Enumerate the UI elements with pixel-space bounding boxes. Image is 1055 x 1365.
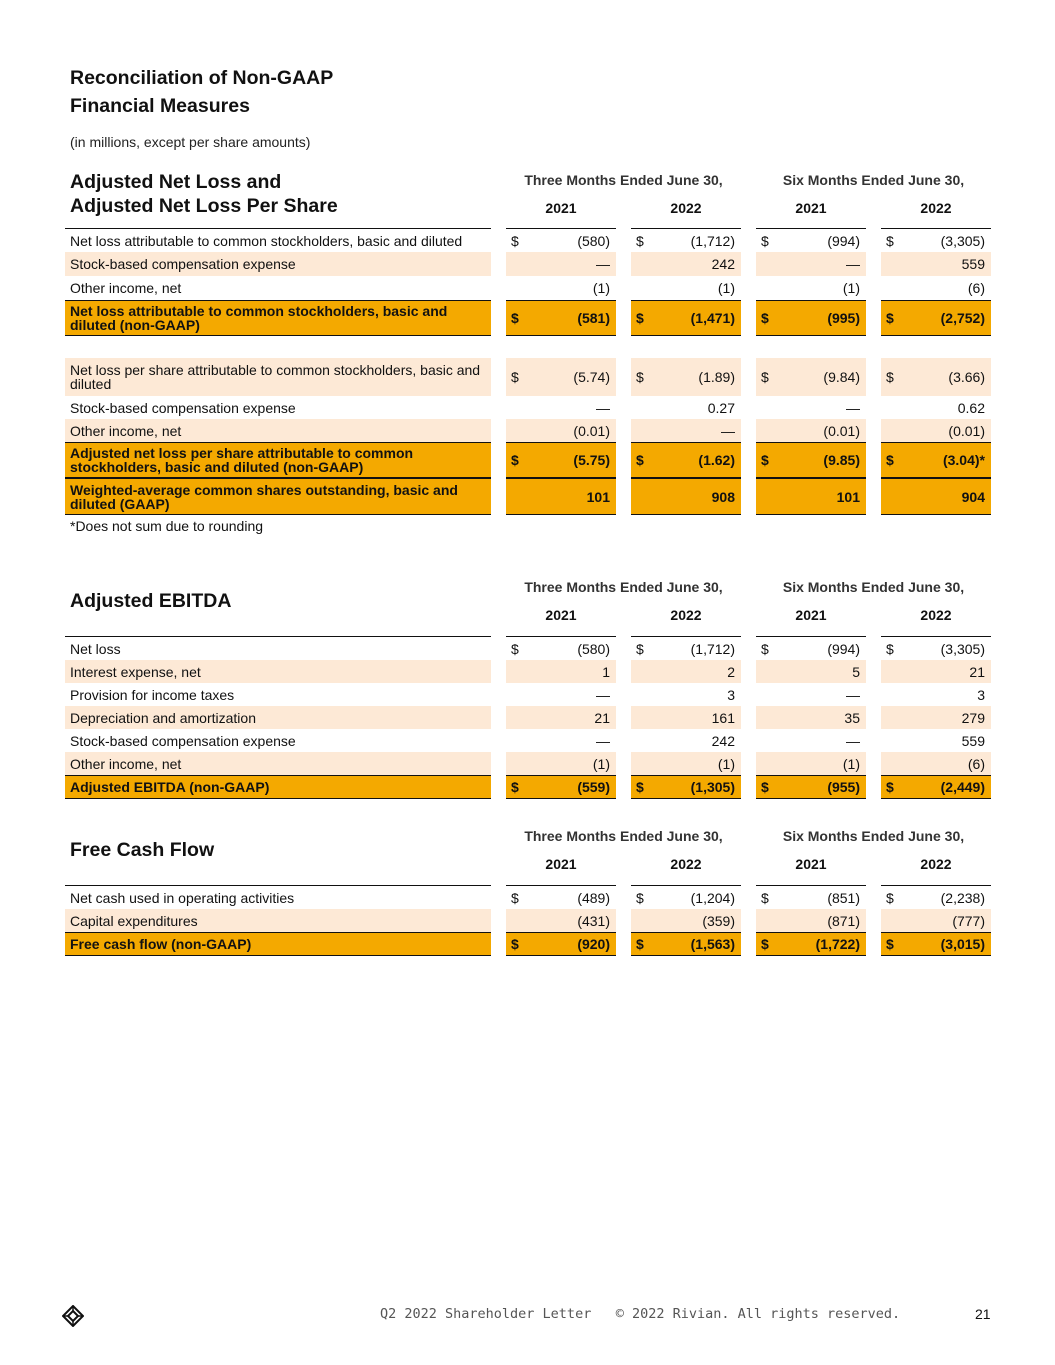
currency-symbol: $ [636, 889, 644, 906]
value-cell [506, 276, 616, 299]
cell-value: (2,752) [940, 310, 985, 326]
cell-value: 242 [711, 732, 735, 749]
cell-value: (994) [827, 640, 860, 657]
cell-value: — [846, 732, 860, 749]
table-row [65, 637, 991, 660]
section-title-line2: Adjusted Net Loss Per Share [70, 195, 338, 217]
cell-value: (6) [967, 755, 985, 772]
footer [0, 1305, 1055, 1325]
currency-symbol: $ [511, 779, 519, 795]
cell-value: (1,563) [690, 936, 735, 952]
footer-text [380, 1306, 900, 1322]
value-cell [756, 909, 866, 932]
value-cell [756, 252, 866, 276]
value-cell [506, 478, 616, 515]
cell-value: (777) [952, 912, 985, 929]
cell-value: 0.27 [707, 399, 735, 416]
currency-symbol: $ [761, 640, 769, 657]
value-cell [506, 442, 616, 478]
row-label: Adjusted net loss per share attributable to common stockholders, basic and diluted (non-GAAP) [65, 442, 491, 478]
currency-symbol: $ [636, 452, 644, 468]
cell-value: 908 [711, 488, 735, 505]
cell-value: (1.89) [698, 369, 735, 385]
section-adjusted-net-loss [65, 170, 991, 540]
cell-value: 161 [711, 709, 735, 726]
value-cell [506, 752, 616, 775]
cell-value: (1,204) [690, 889, 735, 906]
currency-symbol: $ [636, 779, 644, 795]
year-header: 2022 [670, 607, 702, 623]
value-cell [881, 637, 991, 660]
cell-value: (1,712) [690, 233, 735, 249]
cell-value: (9.85) [823, 452, 860, 468]
currency-symbol: $ [761, 452, 769, 468]
currency-symbol: $ [886, 452, 894, 468]
value-cell [881, 276, 991, 299]
currency-symbol: $ [886, 369, 894, 385]
cell-value: 5 [852, 663, 860, 680]
cell-value: (1) [717, 279, 735, 296]
value-cell [506, 932, 616, 956]
row-label: Weighted-average common shares outstanding, basic and diluted (GAAP) [65, 478, 491, 515]
value-cell [506, 300, 616, 336]
row-label: Stock-based compensation expense [65, 252, 491, 276]
table-row [65, 932, 991, 956]
value-cell [631, 660, 741, 683]
cell-value: 3 [977, 686, 985, 703]
cell-value: (3.66) [948, 369, 985, 385]
value-cell [756, 660, 866, 683]
value-cell [631, 775, 741, 799]
currency-symbol: $ [761, 233, 769, 249]
cell-value: 0.62 [957, 399, 985, 416]
cell-value: (431) [577, 912, 610, 929]
value-cell [631, 706, 741, 729]
currency-symbol: $ [761, 369, 769, 385]
page-title [70, 64, 470, 120]
value-cell [881, 660, 991, 683]
cell-value: — [596, 256, 610, 272]
currency-symbol: $ [511, 233, 519, 249]
currency-symbol: $ [636, 640, 644, 657]
header-three-months: Three Months Ended June 30, [524, 172, 723, 188]
currency-symbol: $ [511, 310, 519, 326]
table-row [65, 396, 991, 419]
cell-value: — [596, 686, 610, 703]
cell-value: (3,305) [940, 233, 985, 249]
cell-value: (2,449) [940, 779, 985, 795]
cell-value: (559) [577, 779, 610, 795]
currency-symbol: $ [636, 233, 644, 249]
value-cell [631, 886, 741, 909]
cell-value: (580) [577, 640, 610, 657]
value-cell [756, 752, 866, 775]
section-title [70, 170, 338, 218]
value-cell [631, 276, 741, 299]
section-title: Free Cash Flow [70, 839, 215, 861]
section-adjusted-ebitda [65, 578, 991, 808]
currency-symbol: $ [886, 779, 894, 795]
value-cell [881, 252, 991, 276]
value-cell [756, 775, 866, 799]
value-cell [756, 706, 866, 729]
header-six-months: Six Months Ended June 30, [782, 579, 965, 595]
year-header: 2021 [545, 607, 577, 623]
year-header: 2021 [795, 856, 827, 872]
value-cell [881, 775, 991, 799]
row-label: Net loss per share attributable to common stockholders, basic and diluted [65, 358, 491, 396]
cell-value: 21 [969, 663, 985, 680]
cell-value: 559 [961, 256, 985, 272]
table-row [65, 300, 991, 336]
currency-symbol: $ [511, 369, 519, 385]
year-header: 2021 [545, 856, 577, 872]
cell-value: (1,722) [815, 936, 860, 952]
row-label: Other income, net [65, 752, 491, 775]
value-cell [631, 932, 741, 956]
value-cell [756, 396, 866, 419]
cell-value: (9.84) [823, 369, 860, 385]
currency-symbol: $ [761, 779, 769, 795]
row-label: Adjusted EBITDA (non-GAAP) [65, 775, 491, 799]
value-cell [756, 276, 866, 299]
currency-symbol: $ [511, 936, 519, 952]
cell-value: (1) [592, 279, 610, 296]
cell-value: (1,712) [690, 640, 735, 657]
cell-value: — [846, 256, 860, 272]
cell-value: 101 [586, 488, 610, 505]
rounding-note: *Does not sum due to rounding [70, 518, 264, 534]
year-header: 2021 [795, 200, 827, 216]
value-cell [631, 478, 741, 515]
cell-value: (5.75) [573, 452, 610, 468]
cell-value: 101 [836, 488, 860, 505]
section-title: Adjusted EBITDA [70, 590, 232, 612]
value-cell [756, 886, 866, 909]
row-label: Free cash flow (non-GAAP) [65, 932, 491, 956]
cell-value: (1) [592, 755, 610, 772]
cell-value: — [846, 399, 860, 416]
row-label: Net cash used in operating activities [70, 889, 295, 906]
currency-symbol: $ [761, 889, 769, 906]
currency-symbol: $ [761, 936, 769, 952]
row-label: Interest expense, net [65, 660, 491, 683]
cell-value: — [596, 732, 610, 749]
value-cell [756, 300, 866, 336]
cell-value: 21 [594, 709, 610, 726]
row-label: Stock-based compensation expense [70, 732, 296, 749]
value-cell [506, 775, 616, 799]
value-cell [631, 683, 741, 706]
cell-value: (1) [717, 755, 735, 772]
row-label: Net loss attributable to common stockholders, basic and diluted [70, 233, 463, 249]
currency-symbol: $ [886, 233, 894, 249]
value-cell [881, 300, 991, 336]
value-cell [506, 886, 616, 909]
section-free-cash-flow [65, 827, 991, 967]
cell-value: — [846, 686, 860, 703]
currency-symbol: $ [886, 640, 894, 657]
value-cell [506, 229, 616, 253]
page-title-line2: Financial Measures [70, 95, 250, 117]
currency-symbol: $ [761, 310, 769, 326]
currency-symbol: $ [636, 310, 644, 326]
value-cell [506, 729, 616, 752]
value-cell [631, 909, 741, 932]
cell-value: — [596, 399, 610, 416]
table-row [65, 683, 991, 706]
table-row [65, 478, 991, 515]
table-row [65, 252, 991, 276]
cell-value: (0.01) [823, 422, 860, 439]
value-cell [881, 706, 991, 729]
value-cell [756, 932, 866, 956]
row-label: Depreciation and amortization [65, 706, 491, 729]
value-cell [506, 637, 616, 660]
value-cell [506, 396, 616, 419]
year-header: 2022 [670, 200, 702, 216]
cell-value: (3,305) [940, 640, 985, 657]
table-row [65, 729, 991, 752]
currency-symbol: $ [886, 310, 894, 326]
cell-value: (6) [967, 279, 985, 296]
value-cell [756, 683, 866, 706]
value-cell [631, 229, 741, 253]
value-cell [631, 637, 741, 660]
header-three-months: Three Months Ended June 30, [524, 828, 723, 844]
cell-value: (0.01) [948, 422, 985, 439]
value-cell [506, 683, 616, 706]
units-note: (in millions, except per share amounts) [70, 134, 311, 150]
value-cell [881, 478, 991, 515]
year-header: 2021 [545, 200, 577, 216]
table-row [65, 442, 991, 478]
value-cell [881, 229, 991, 253]
header-six-months: Six Months Ended June 30, [782, 828, 965, 844]
page-number: 21 [975, 1306, 991, 1322]
currency-symbol: $ [636, 936, 644, 952]
value-cell [881, 886, 991, 909]
value-cell [881, 729, 991, 752]
cell-value: (489) [577, 889, 610, 906]
currency-symbol: $ [511, 640, 519, 657]
cell-value: 35 [844, 709, 860, 726]
value-cell [631, 252, 741, 276]
cell-value: (359) [702, 912, 735, 929]
cell-value: (0.01) [573, 422, 610, 439]
cell-value: (581) [577, 310, 610, 326]
footer-copyright: © 2022 Rivian. All rights reserved. [615, 1306, 901, 1322]
section-title-line1: Adjusted Net Loss and [70, 171, 282, 193]
cell-value: 3 [727, 686, 735, 703]
value-cell [881, 932, 991, 956]
row-label: Provision for income taxes [70, 686, 235, 703]
table-row [65, 419, 991, 442]
value-cell [881, 419, 991, 442]
cell-value: — [721, 422, 735, 439]
table-row [65, 358, 991, 396]
cell-value: (851) [827, 889, 860, 906]
footer-letter-title: Q2 2022 Shareholder Letter [380, 1306, 592, 1322]
table-row [65, 752, 991, 775]
row-label: Other income, net [70, 279, 182, 296]
value-cell [631, 300, 741, 336]
value-cell [631, 358, 741, 396]
cell-value: (1,305) [690, 779, 735, 795]
header-six-months: Six Months Ended June 30, [782, 172, 965, 188]
cell-value: (5.74) [573, 369, 610, 385]
year-header: 2022 [920, 200, 952, 216]
cell-value: (871) [827, 912, 860, 929]
value-cell [506, 706, 616, 729]
cell-value: 559 [961, 732, 985, 749]
cell-value: (955) [827, 779, 860, 795]
row-label: Net loss [70, 640, 121, 657]
year-header: 2022 [920, 856, 952, 872]
table-row [65, 909, 991, 932]
cell-value: (1) [842, 279, 860, 296]
cell-value: (2,238) [940, 889, 985, 906]
cell-value: 2 [727, 663, 735, 680]
currency-symbol: $ [886, 889, 894, 906]
value-cell [881, 909, 991, 932]
table-row [65, 229, 991, 253]
cell-value: 279 [961, 709, 985, 726]
year-header: 2022 [670, 856, 702, 872]
table-row [65, 706, 991, 729]
value-cell [881, 358, 991, 396]
currency-symbol: $ [511, 889, 519, 906]
value-cell [881, 442, 991, 478]
cell-value: (995) [827, 310, 860, 326]
value-cell [756, 442, 866, 478]
value-cell [506, 358, 616, 396]
value-cell [631, 396, 741, 419]
table-row [65, 775, 991, 799]
table-row [65, 886, 991, 909]
rivian-logo-icon [62, 1305, 84, 1327]
table-row [65, 660, 991, 683]
row-label: Other income, net [65, 419, 491, 442]
value-cell [881, 752, 991, 775]
value-cell [756, 229, 866, 253]
year-header: 2021 [795, 607, 827, 623]
cell-value: 1 [602, 663, 610, 680]
currency-symbol: $ [636, 369, 644, 385]
header-three-months: Three Months Ended June 30, [524, 579, 723, 595]
value-cell [506, 660, 616, 683]
cell-value: 904 [961, 488, 985, 505]
cell-value: (3,015) [940, 936, 985, 952]
cell-value: (1,471) [690, 310, 735, 326]
currency-symbol: $ [511, 452, 519, 468]
value-cell [631, 442, 741, 478]
value-cell [631, 729, 741, 752]
value-cell [756, 419, 866, 442]
page-title-line1: Reconciliation of Non-GAAP [70, 67, 334, 89]
year-header: 2022 [920, 607, 952, 623]
value-cell [506, 419, 616, 442]
row-label: Net loss attributable to common stockholders, basic and diluted (non-GAAP) [65, 300, 491, 336]
value-cell [756, 358, 866, 396]
cell-value: (1.62) [698, 452, 735, 468]
value-cell [506, 909, 616, 932]
cell-value: (3.04)* [942, 452, 985, 468]
value-cell [756, 637, 866, 660]
cell-value: (580) [577, 233, 610, 249]
value-cell [506, 252, 616, 276]
value-cell [631, 419, 741, 442]
value-cell [631, 752, 741, 775]
cell-value: 242 [711, 256, 735, 272]
currency-symbol: $ [886, 936, 894, 952]
table-row [65, 276, 991, 299]
value-cell [756, 478, 866, 515]
cell-value: (920) [577, 936, 610, 952]
row-label: Capital expenditures [65, 909, 491, 932]
cell-value: (1) [842, 755, 860, 772]
value-cell [881, 683, 991, 706]
row-label: Stock-based compensation expense [70, 399, 296, 416]
value-cell [881, 396, 991, 419]
cell-value: (994) [827, 233, 860, 249]
value-cell [756, 729, 866, 752]
